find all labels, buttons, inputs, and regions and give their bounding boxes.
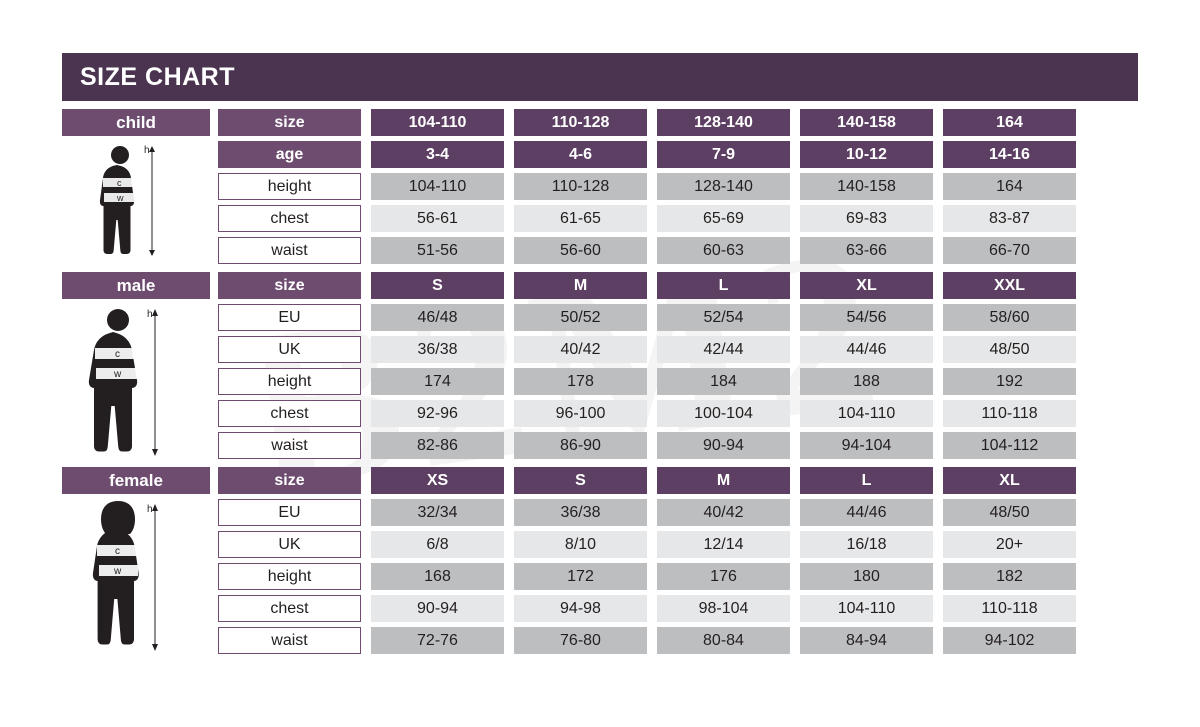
spacer: [361, 272, 371, 299]
spacer: [504, 368, 514, 395]
spacer: [790, 237, 800, 264]
spacer: [504, 141, 514, 168]
spacer: [361, 368, 371, 395]
header-cell: 14-16: [943, 141, 1076, 168]
table-cell: 83-87: [943, 205, 1076, 232]
svg-text:w: w: [114, 369, 122, 380]
spacer: [647, 627, 657, 654]
header-cell: 4-6: [514, 141, 647, 168]
spacer: [504, 272, 514, 299]
spacer: [647, 499, 657, 526]
spacer: [647, 336, 657, 363]
spacer: [790, 400, 800, 427]
size-chart-sheet: [62, 53, 1138, 659]
spacer: [210, 141, 218, 168]
group-label-female: female: [62, 467, 210, 494]
header-cell: XL: [943, 467, 1076, 494]
spacer: [504, 400, 514, 427]
table-cell: 8/10: [514, 531, 647, 558]
table-cell: 94-104: [800, 432, 933, 459]
spacer: [933, 627, 943, 654]
table-cell: 50/52: [514, 304, 647, 331]
table-cell: 40/42: [657, 499, 790, 526]
table-cell: 76-80: [514, 627, 647, 654]
spacer: [647, 173, 657, 200]
table-cell: 12/14: [657, 531, 790, 558]
row-label-chest: chest: [218, 595, 361, 622]
table-cell: 110-118: [943, 595, 1076, 622]
header-cell: 140-158: [800, 109, 933, 136]
spacer: [647, 563, 657, 590]
table-cell: 54/56: [800, 304, 933, 331]
table-cell: 168: [371, 563, 504, 590]
table-cell: 72-76: [371, 627, 504, 654]
spacer: [790, 368, 800, 395]
spacer: [790, 531, 800, 558]
spacer: [361, 467, 371, 494]
svg-text:c: c: [115, 546, 120, 557]
spacer: [361, 336, 371, 363]
table-cell: 44/46: [800, 336, 933, 363]
spacer: [933, 563, 943, 590]
group-male: [62, 272, 1138, 464]
spacer: [210, 272, 218, 299]
table-cell: 6/8: [371, 531, 504, 558]
spacer: [361, 173, 371, 200]
svg-text:w: w: [114, 566, 122, 577]
spacer: [210, 205, 218, 232]
table-cell: 100-104: [657, 400, 790, 427]
table-cell: 104-110: [371, 173, 504, 200]
table-cell: 104-110: [800, 400, 933, 427]
female-figure-cell: [62, 499, 210, 659]
spacer: [210, 563, 218, 590]
table-cell: 94-102: [943, 627, 1076, 654]
table-cell: 84-94: [800, 627, 933, 654]
row-label-waist: waist: [218, 237, 361, 264]
table-cell: 178: [514, 368, 647, 395]
table-cell: 110-128: [514, 173, 647, 200]
header-cell: 10-12: [800, 141, 933, 168]
table-cell: 69-83: [800, 205, 933, 232]
spacer: [933, 237, 943, 264]
spacer: [933, 141, 943, 168]
spacer: [933, 499, 943, 526]
spacer: [790, 467, 800, 494]
table-cell: 188: [800, 368, 933, 395]
spacer: [210, 467, 218, 494]
svg-text:c: c: [115, 349, 120, 360]
table-cell: 46/48: [371, 304, 504, 331]
table-cell: 182: [943, 563, 1076, 590]
spacer: [933, 432, 943, 459]
group-child: [62, 109, 1138, 269]
table-cell: 32/34: [371, 499, 504, 526]
spacer: [790, 109, 800, 136]
spacer: [210, 368, 218, 395]
row-label-eu: EU: [218, 304, 361, 331]
table-cell: 16/18: [800, 531, 933, 558]
row-label-uk: UK: [218, 531, 361, 558]
header-cell: M: [657, 467, 790, 494]
child-figure-cell: [62, 141, 210, 269]
table-cell: 48/50: [943, 499, 1076, 526]
header-label-size: size: [218, 272, 361, 299]
spacer: [647, 205, 657, 232]
table-cell: 56-61: [371, 205, 504, 232]
table-cell: 104-112: [943, 432, 1076, 459]
row-label-waist: waist: [218, 432, 361, 459]
spacer: [647, 531, 657, 558]
table-cell: 176: [657, 563, 790, 590]
header-cell: XL: [800, 272, 933, 299]
table-cell: 42/44: [657, 336, 790, 363]
spacer: [647, 141, 657, 168]
spacer: [361, 499, 371, 526]
spacer: [361, 205, 371, 232]
page-title-bar: [62, 53, 1138, 101]
spacer: [933, 400, 943, 427]
spacer: [361, 595, 371, 622]
svg-text:h: h: [147, 309, 153, 320]
spacer: [504, 627, 514, 654]
spacer: [933, 595, 943, 622]
table-cell: 80-84: [657, 627, 790, 654]
spacer: [504, 595, 514, 622]
table-cell: 51-56: [371, 237, 504, 264]
header-cell: S: [371, 272, 504, 299]
spacer: [790, 141, 800, 168]
header-cell: M: [514, 272, 647, 299]
table-cell: 110-118: [943, 400, 1076, 427]
table-cell: 140-158: [800, 173, 933, 200]
row-label-waist: waist: [218, 627, 361, 654]
spacer: [933, 173, 943, 200]
svg-text:h: h: [144, 145, 150, 156]
table-cell: 65-69: [657, 205, 790, 232]
table-cell: 44/46: [800, 499, 933, 526]
spacer: [933, 531, 943, 558]
spacer: [504, 173, 514, 200]
spacer: [790, 205, 800, 232]
table-cell: 86-90: [514, 432, 647, 459]
spacer: [210, 237, 218, 264]
spacer: [647, 304, 657, 331]
header-cell: L: [800, 467, 933, 494]
table-cell: 61-65: [514, 205, 647, 232]
spacer: [647, 237, 657, 264]
spacer: [933, 304, 943, 331]
group-label-male: male: [62, 272, 210, 299]
spacer: [504, 237, 514, 264]
spacer: [504, 304, 514, 331]
spacer: [504, 499, 514, 526]
spacer: [647, 595, 657, 622]
svg-text:c: c: [117, 178, 122, 188]
spacer: [933, 368, 943, 395]
table-cell: 56-60: [514, 237, 647, 264]
table-cell: 52/54: [657, 304, 790, 331]
row-label-height: height: [218, 368, 361, 395]
spacer: [210, 627, 218, 654]
spacer: [361, 531, 371, 558]
spacer: [210, 109, 218, 136]
row-label-height: height: [218, 563, 361, 590]
table-cell: 180: [800, 563, 933, 590]
header-cell: 7-9: [657, 141, 790, 168]
row-label-eu: EU: [218, 499, 361, 526]
header-label-age: age: [218, 141, 361, 168]
spacer: [504, 531, 514, 558]
spacer: [933, 336, 943, 363]
spacer: [361, 237, 371, 264]
spacer: [790, 432, 800, 459]
spacer: [210, 499, 218, 526]
table-cell: 82-86: [371, 432, 504, 459]
spacer: [504, 205, 514, 232]
spacer: [504, 467, 514, 494]
table-cell: 90-94: [371, 595, 504, 622]
table-cell: 36/38: [514, 499, 647, 526]
spacer: [790, 336, 800, 363]
header-label-size: size: [218, 109, 361, 136]
spacer: [933, 272, 943, 299]
page-title: SIZE CHART: [80, 62, 235, 91]
spacer: [361, 400, 371, 427]
header-cell: 164: [943, 109, 1076, 136]
spacer: [790, 173, 800, 200]
spacer: [504, 109, 514, 136]
spacer: [361, 563, 371, 590]
table-cell: 94-98: [514, 595, 647, 622]
table-cell: 48/50: [943, 336, 1076, 363]
header-cell: 104-110: [371, 109, 504, 136]
spacer: [210, 432, 218, 459]
spacer: [933, 205, 943, 232]
spacer: [210, 173, 218, 200]
table-cell: 90-94: [657, 432, 790, 459]
spacer: [647, 368, 657, 395]
spacer: [933, 467, 943, 494]
spacer: [210, 595, 218, 622]
spacer: [647, 432, 657, 459]
table-cell: 66-70: [943, 237, 1076, 264]
spacer: [361, 432, 371, 459]
spacer: [361, 109, 371, 136]
row-label-uk: UK: [218, 336, 361, 363]
spacer: [210, 531, 218, 558]
row-label-chest: chest: [218, 205, 361, 232]
header-cell: S: [514, 467, 647, 494]
table-cell: 98-104: [657, 595, 790, 622]
table-cell: 184: [657, 368, 790, 395]
spacer: [504, 563, 514, 590]
child-figure: [62, 141, 210, 261]
table-cell: 172: [514, 563, 647, 590]
table-cell: 60-63: [657, 237, 790, 264]
group-female: [62, 467, 1138, 659]
spacer: [647, 467, 657, 494]
table-cell: 63-66: [800, 237, 933, 264]
header-cell: XXL: [943, 272, 1076, 299]
spacer: [361, 627, 371, 654]
svg-text:w: w: [117, 193, 124, 203]
spacer: [790, 272, 800, 299]
spacer: [504, 336, 514, 363]
row-label-chest: chest: [218, 400, 361, 427]
header-cell: 128-140: [657, 109, 790, 136]
spacer: [210, 336, 218, 363]
spacer: [790, 627, 800, 654]
spacer: [647, 109, 657, 136]
spacer: [790, 499, 800, 526]
table-cell: 40/42: [514, 336, 647, 363]
svg-text:h: h: [147, 504, 153, 515]
spacer: [361, 304, 371, 331]
spacer: [933, 109, 943, 136]
table-cell: 128-140: [657, 173, 790, 200]
header-cell: L: [657, 272, 790, 299]
table-cell: 164: [943, 173, 1076, 200]
table-cell: 92-96: [371, 400, 504, 427]
male-figure: [62, 304, 210, 459]
spacer: [790, 563, 800, 590]
table-cell: 104-110: [800, 595, 933, 622]
header-cell: 3-4: [371, 141, 504, 168]
table-cell: 174: [371, 368, 504, 395]
spacer: [210, 304, 218, 331]
header-cell: 110-128: [514, 109, 647, 136]
table-cell: 96-100: [514, 400, 647, 427]
header-label-size: size: [218, 467, 361, 494]
table-cell: 58/60: [943, 304, 1076, 331]
table-cell: 20+: [943, 531, 1076, 558]
table-cell: 192: [943, 368, 1076, 395]
spacer: [647, 272, 657, 299]
male-figure-cell: [62, 304, 210, 464]
row-label-height: height: [218, 173, 361, 200]
spacer: [210, 400, 218, 427]
female-figure: [62, 499, 210, 654]
spacer: [790, 304, 800, 331]
header-cell: XS: [371, 467, 504, 494]
spacer: [504, 432, 514, 459]
spacer: [647, 400, 657, 427]
spacer: [361, 141, 371, 168]
spacer: [790, 595, 800, 622]
group-label-child: child: [62, 109, 210, 136]
table-cell: 36/38: [371, 336, 504, 363]
